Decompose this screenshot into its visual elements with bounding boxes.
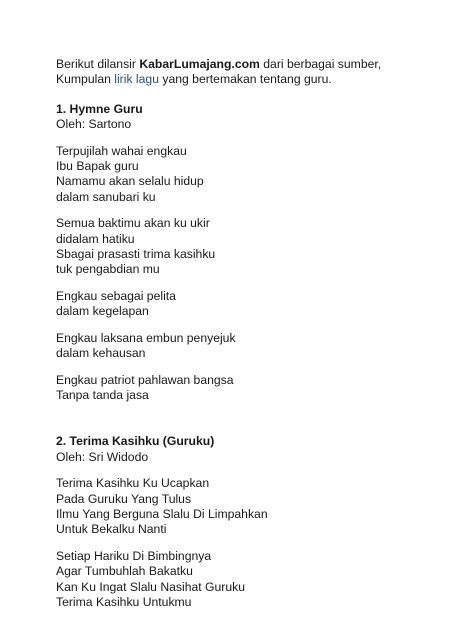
lyric-line: dalam sanubari ku [56,189,156,204]
stanza [56,144,456,206]
intro-line-2: Kumpulan lirik lagu yang bertemakan tentang guru. [56,72,332,87]
lirik-lagu-link[interactable]: lirik lagu [114,72,159,87]
song-terima-kasihku [56,434,456,610]
intro-paragraph [56,57,456,88]
site-name[interactable]: KabarLumajang.com [139,57,260,71]
lyric-line: Namamu akan selalu hidup [56,174,204,189]
lyric-line: Terima Kasihku Ku Ucapkan [56,476,210,491]
lyric-line: Ilmu Yang Berguna Slalu Di Limpahkan [56,506,268,521]
stanza [56,373,456,404]
lyric-line: Engkau patriot pahlawan bangsa [56,372,234,387]
document-body [56,57,456,610]
lyric-line: Setiap Hariku Di Bimbingnya [56,548,212,563]
lyric-line: Semua baktimu akan ku ukir [56,216,210,231]
stanza [56,216,456,278]
stanza [56,549,456,611]
intro-line-1: Berikut dilansir KabarLumajang.com dari berbagai sumber, [56,57,382,71]
song-title: 1. Hymne Guru [56,101,143,116]
lyric-line: Ibu Bapak guru [56,159,139,174]
lyric-line: Engkau sebagai pelita [56,288,176,303]
stanza [56,331,456,362]
lyric-line: Untuk Bekalku Nanti [56,522,167,537]
lyric-line: Kan Ku Ingat Slalu Nasihat Guruku [56,579,246,594]
stanza [56,289,456,320]
lyric-line: Sbagai prasasti trima kasihku [56,247,216,262]
song-author: Oleh: Sri Widodo [56,449,149,464]
lyric-line: Pada Guruku Yang Tulus [56,491,192,506]
lyric-line: dalam kegelapan [56,304,149,319]
lyric-line: Agar Tumbuhlah Bakatku [56,564,193,579]
song-author: Oleh: Sartono [56,117,132,132]
stanza [56,476,456,538]
song-hymne-guru [56,102,456,404]
lyric-line: dalam kehausan [56,346,146,361]
lyric-line: Tanpa tanda jasa [56,387,149,402]
lyric-line: Terima Kasihku Untukmu [56,594,192,609]
lyric-line: Engkau laksana embun penyejuk [56,330,236,345]
lyric-line: didalam hatiku [56,231,135,246]
song-title: 2. Terima Kasihku (Guruku) [56,434,215,449]
lyric-line: tuk pengabdian mu [56,262,160,277]
lyric-line: Terpujilah wahai engkau [56,143,187,158]
